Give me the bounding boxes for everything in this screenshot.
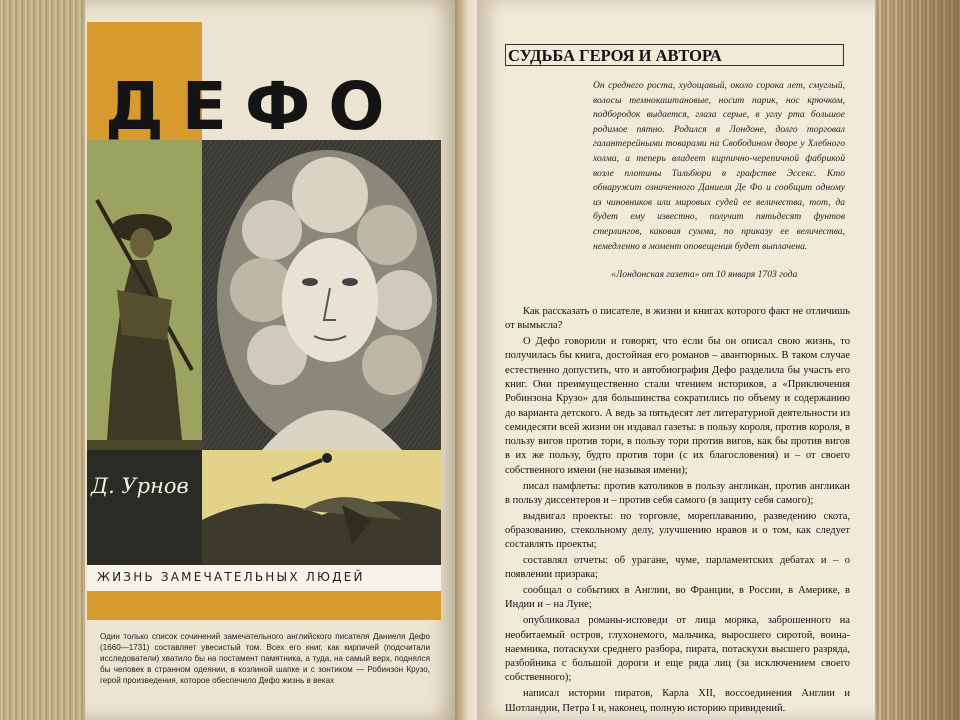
cover-orange-bottom	[87, 591, 441, 620]
island-scene-icon	[202, 450, 441, 565]
cover-dark-block	[87, 450, 202, 565]
paragraph: сообщал о событиях в Англии, во Франции, в России, в Америке, в Индии и – на Луне;	[505, 585, 850, 611]
robinson-figure-icon	[87, 140, 202, 450]
epigraph: Он среднего роста, худощавый, около сорока лет, смуглый, волосы темнокаштановые, носит парик, нос крючком, подбородок выдается, глаза серые, в углу рта большое родимое пятно. Родился в Лондоне, долго торговал галантерейными товарами на Свободином дворе у Хлебного холма, а теперь владеет кирпично-черепичной фабрикой возле плотины Тильбюри в графстве Эссекс. Кто обнаружит означенного Даниеля Де Фо и сообщит одному из чиновников или мировых судей ее величества, тот, да будет ему известно, получит пятьдесят фунтов стерлингов, каковая сумма, по приказу ее величества, немедленно в момент оповещения будет выплачена.	[593, 80, 845, 252]
paragraph: составлял отчеты: об урагане, чуме, парламентских дебатах и – о появлении призрака;	[505, 555, 850, 581]
portrait-engraving-icon	[202, 140, 441, 450]
paragraph: выдвигал проекты: по торговле, мореплаванию, разведению скота, образованию, стекольному делу, улучшению нравов и о том, как следует составлять проекты;	[505, 510, 850, 551]
cover-illustration-robinson	[87, 140, 202, 450]
paragraph: написал истории пиратов, Карла XII, воссоединения Англии и Шотландии, Петра I и, наконец, полную историю привидений.	[505, 688, 850, 714]
book-page-edges-right	[875, 0, 960, 720]
epigraph-source: «Лондонская газета» от 10 января 1703 года	[611, 269, 798, 280]
paragraph: Как рассказать о писателе, в жизни и книгах которого факт не отличишь от вымысла?	[505, 306, 850, 332]
paragraph: опубликовал романы-исповеди от лица моряка, заброшенного на необитаемый остров, глухонемого, мальчика, выросшего сиротой, воина-наемника, потаскухи среднего разбора, пирата, потаскухи высшего разряда, разбойника с большой дороги и еще ряда лиц (за исключением своего собственного);	[505, 615, 850, 684]
cover-illustration-island	[202, 450, 441, 565]
book-cover-image	[87, 22, 441, 620]
cover-series: ЖИЗНЬ ЗАМЕЧАТЕЛЬНЫХ ЛЮДЕЙ	[97, 570, 365, 584]
cover-portrait-defoe	[202, 140, 441, 450]
cover-author: Д. Урнов	[91, 474, 189, 498]
book-gutter	[455, 0, 477, 720]
chapter-heading: СУДЬБА ГЕРОЯ И АВТОРА	[505, 44, 844, 66]
cover-title: ДЕФО	[105, 68, 403, 145]
paragraph: О Дефо говорили и говорят, что если бы он описал свою жизнь, то получилась бы книга, достойная его романов – авантюрных. В таком случае естественно допустить, что и автобиография Дефо разделила бы участь его книг. Они преимущественно стали чтением историков, а «Приключения Робинзона Крузо» для большинства сократились по объему и содержанию до варианта детского. А ведь за пятьдесят лет литературной деятельности из семидесяти всей жизни он издавал газеты: в пользу короля, против короля, в пользу вигов против тори, в пользу тори против вигов, как бы против вигов в их же пользу, будто против тори (с их благословения) и – от своего собственного имени (не называя имени);	[505, 336, 850, 476]
paragraph: писал памфлеты: против католиков в пользу англикан, против англикан в пользу диссентеров и – против себя самого (в защиту себя самого);	[505, 480, 850, 506]
cover-caption: Один только список сочинений замечательного английского писателя Даниеля Дефо (1660—1731) составляет увесистый том. Всех его книг, как кирпичей (подсчитали исследователи) хватило бы на постамент памятника, а туда, на самый верх, поднялся бы человек в странном одеянии, в козлиной шапке и с зонтиком — Робинзон Крузо, герой произведения, которое обеспечило Дефо жизнь в веках	[100, 632, 430, 685]
book-page-edges-left	[0, 0, 90, 720]
chapter-body	[505, 305, 850, 717]
